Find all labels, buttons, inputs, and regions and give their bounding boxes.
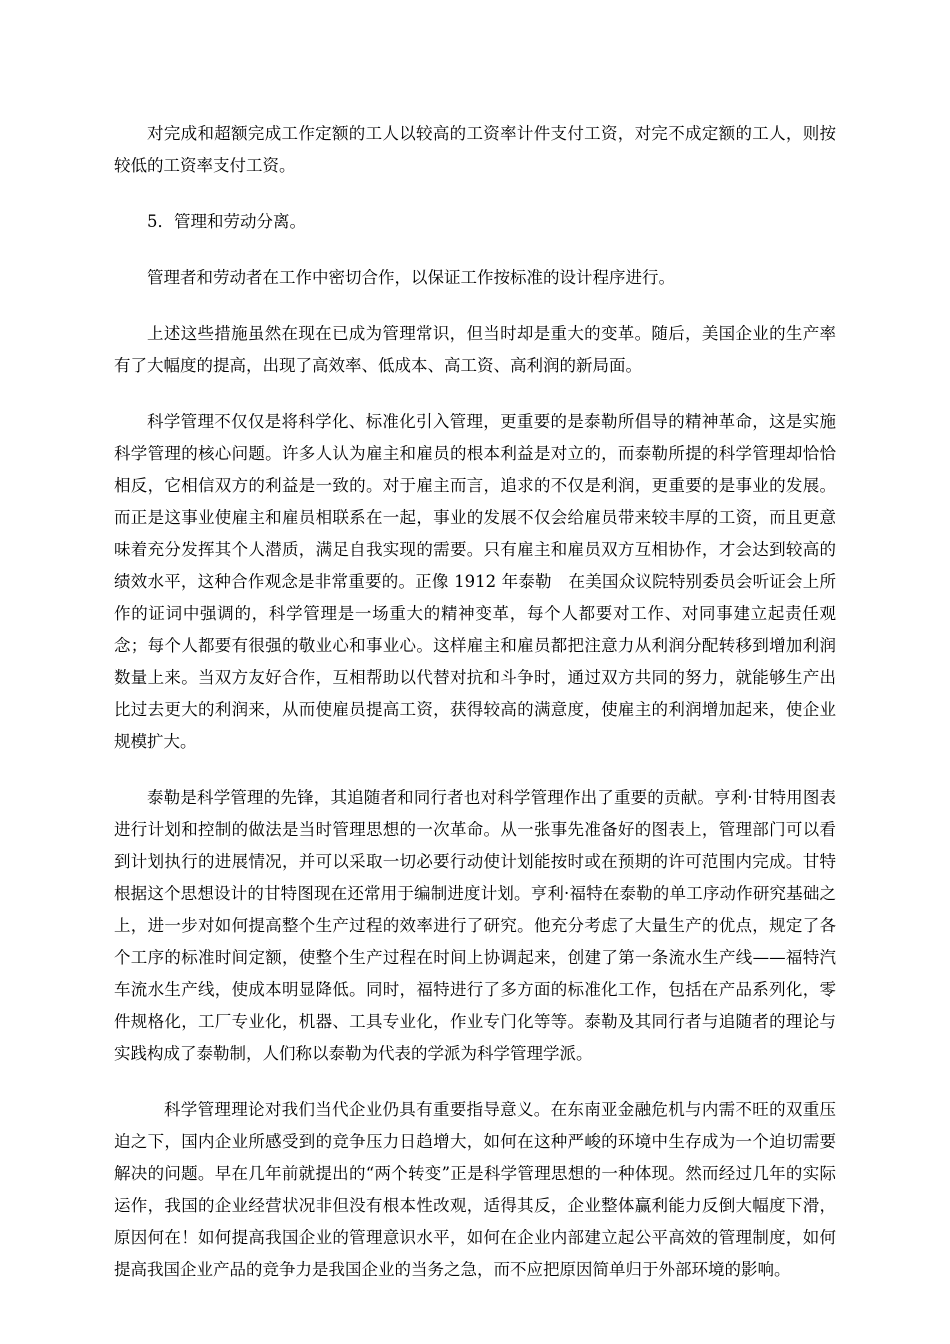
paragraph-measures-summary: 上述这些措施虽然在现在已成为管理常识，但当时却是重大的变革。随后，美国企业的生产率有了大幅度的提高，出现了高效率、低成本、高工资、高利润的新局面。 [114,324,836,375]
paragraph-mental-revolution: 科学管理不仅仅是将科学化、标准化引入管理，更重要的是泰勒所倡导的精神革命，这是实施科学管理的核心问题。许多人认为雇主和雇员的根本利益是对立的，而泰勒所提的科学管理却恰恰相反，它相信双方的利益是一致的。对于雇主而言，追求的不仅是利润，更重要的是事业的发展。而正是这事业使雇主和雇员相联系在一起，事业的发展不仅会给雇员带来较丰厚的工资，而且更意味着充分发挥其个人潜质，满足自我实现的需要。只有雇主和雇员双方互相协作，才会达到较高的绩效水平，这种合作观念是非常重要的。正像 1912 年泰勒 在美国众议院特别委员会听证会上所作的证词中强调的，科学管理是一场重大的精神变革，每个人都要对工作、对同事建立起责任观念；每个人都要有很强的敬业心和事业心。这样雇主和雇员都把注意力从利润分配转移到增加利润数量上来。当双方友好合作，互相帮助以代替对抗和斗争时，通过双方共同的努力，就能够生产出比过去更大的利润来，从而使雇员提高工资，获得较高的满意度，使雇主的利润增加起来，使企业规模扩大。 [114,412,836,751]
paragraph-followers: 泰勒是科学管理的先锋，其追随者和同行者也对科学管理作出了重要的贡献。亨利·甘特用图表进行计划和控制的做法是当时管理思想的一次革命。从一张事先准备好的图表上，管理部门可以看到计划执行的进展情况，并可以采取一切必要行动使计划能按时或在预期的许可范围内完成。甘特根据这个思想设计的甘特图现在还常用于编制进度计划。亨利·福特在泰勒的单工序动作研究基础之上，进一步对如何提高整个生产过程的效率进行了研究。他充分考虑了大量生产的优点，规定了各个工序的标准时间定额，使整个生产过程在时间上协调起来，创建了第一条流水生产线——福特汽车流水生产线，使成本明显降低。同时，福特进行了多方面的标准化工作，包括在产品系列化，零件规格化，工厂专业化，机器、工具专业化，作业专门化等等。泰勒及其同行者与追随者的理论与实践构成了泰勒制，人们称以泰勒为代表的学派为科学管理学派。 [114,788,836,1063]
paragraph-cooperation: 管理者和劳动者在工作中密切合作，以保证工作按标准的设计程序进行。 [147,268,675,287]
document-body [114,118,836,1310]
paragraph-modern-significance: 科学管理理论对我们当代企业仍具有重要指导意义。在东南亚金融危机与内需不旺的双重压迫之下，国内企业所感受到的竞争压力日趋增大，如何在这种严峻的环境中生存成为一个迫切需要解决的问题。早在几年前就提出的“两个转变”正是科学管理思想的一种体现。然而经过几年的实际运作，我国的企业经营状况非但没有根本性改观，适得其反，企业整体赢利能力反倒大幅度下滑，原因何在！如何提高我国企业的管理意识水平，如何在企业内部建立起公平高效的管理制度，如何提高我国企业产品的竞争力是我国企业的当务之急，而不应把原因简单归于外部环境的影响。 [114,1100,836,1279]
paragraph-heading-5: 5．管理和劳动分离。 [147,212,306,231]
paragraph-wage-rate: 对完成和超额完成工作定额的工人以较高的工资率计件支付工资，对完不成定额的工人，则按较低的工资率支付工资。 [114,124,836,175]
